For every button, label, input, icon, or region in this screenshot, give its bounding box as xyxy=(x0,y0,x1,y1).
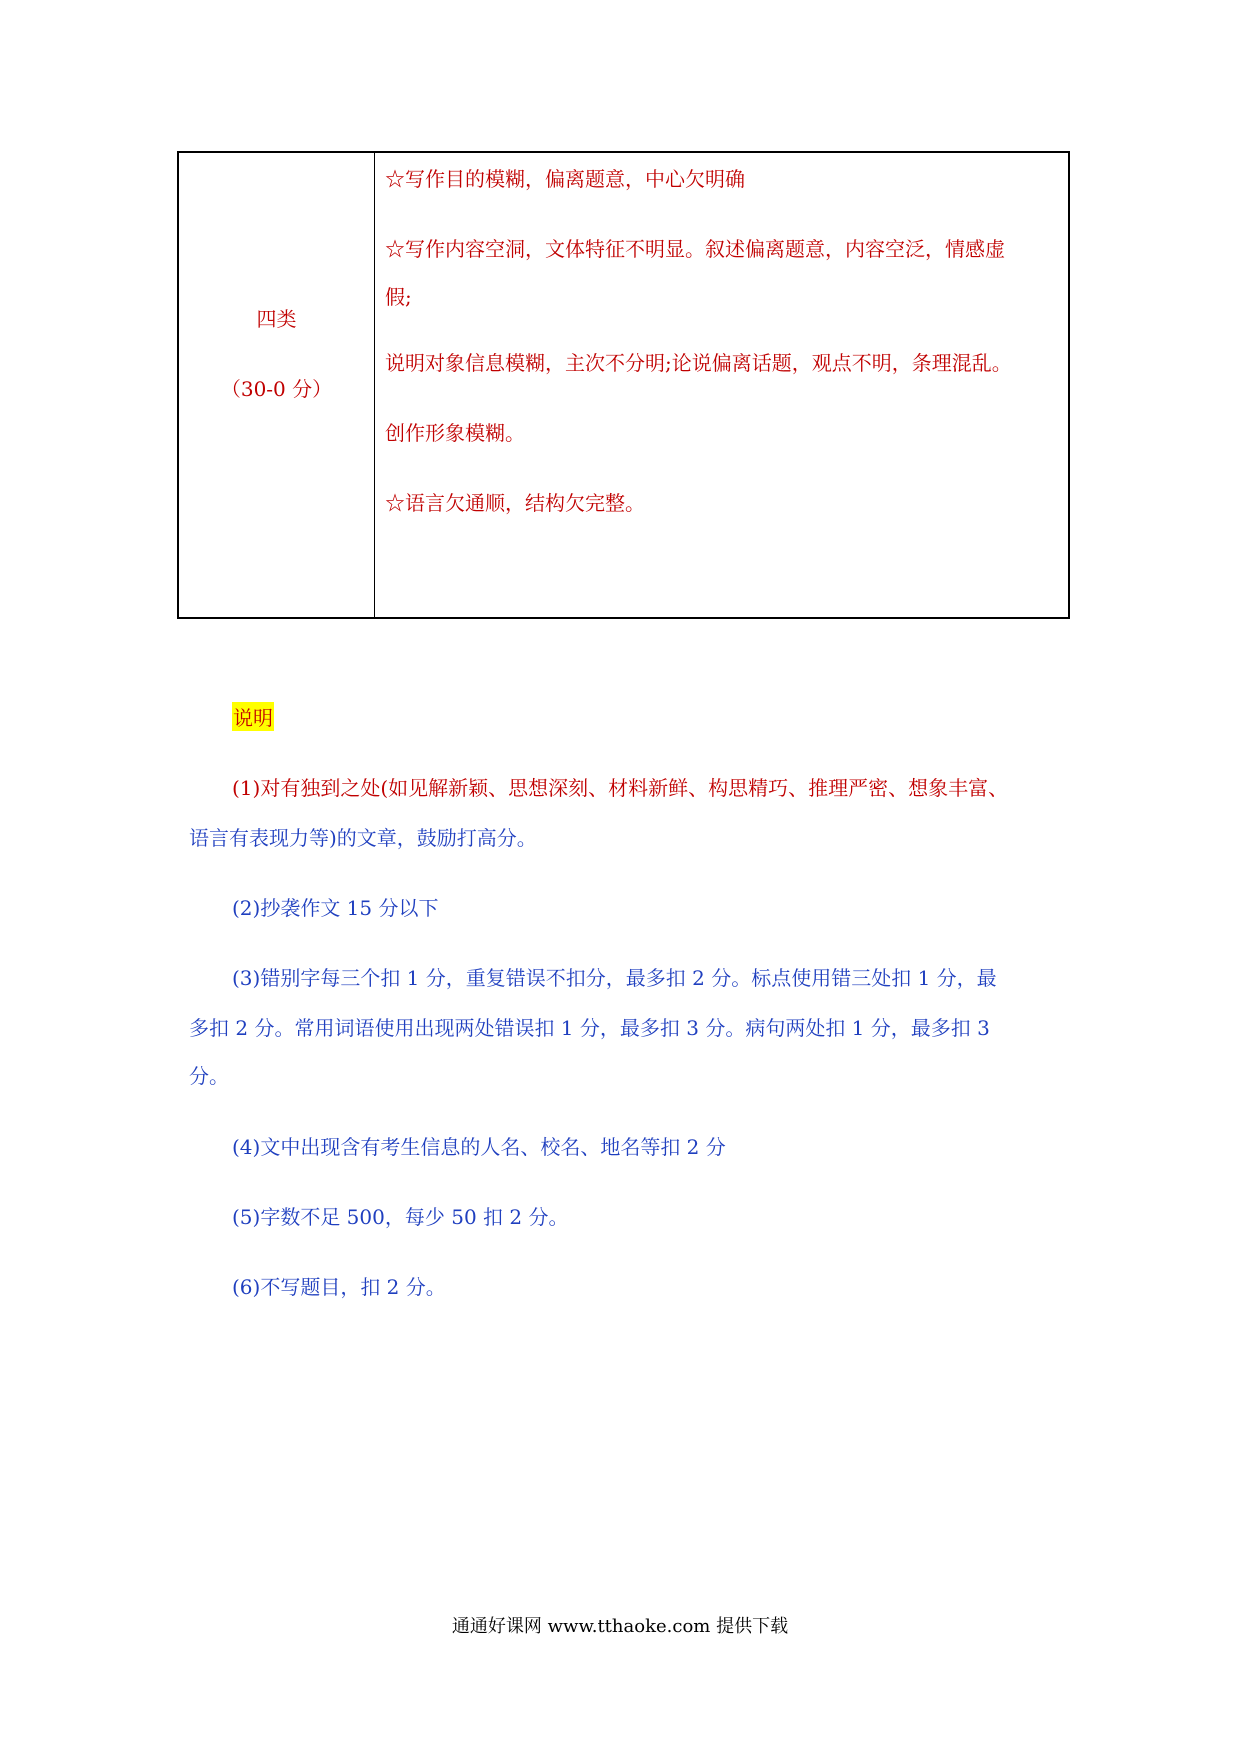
criteria-line: 假; xyxy=(385,285,412,309)
note-item-2: (2)抄袭作文 15 分以下 xyxy=(232,896,439,920)
note-item-3-line-3: 分。 xyxy=(189,1064,229,1088)
note-item-3-line-2: 多扣 2 分。常用词语使用出现两处错误扣 1 分，最多扣 3 分。病句两处扣 1 分，最多扣 3 xyxy=(189,1016,990,1040)
criteria-line: 创作形象模糊。 xyxy=(385,421,525,445)
criteria-line: 说明对象信息模糊，主次不分明;论说偏离话题，观点不明，条理混乱。 xyxy=(385,351,1012,375)
criteria-cell xyxy=(375,153,1068,617)
note-item-1-line-1: (1)对有独到之处(如见解新颖、思想深刻、材料新鲜、构思精巧、推理严密、想象丰富、 xyxy=(232,776,1009,800)
grade-name: 四类 xyxy=(256,307,297,331)
note-item-4: (4)文中出现含有考生信息的人名、校名、地名等扣 2 分 xyxy=(232,1135,726,1159)
note-item-1-line-2: 语言有表现力等)的文章，鼓励打高分。 xyxy=(189,826,537,850)
criteria-line: ☆写作目的模糊，偏离题意，中心欠明确 xyxy=(385,167,745,191)
note-item-3-line-1: (3)错别字每三个扣 1 分，重复错误不扣分，最多扣 2 分。标点使用错三处扣 1 分，最 xyxy=(232,966,997,990)
notes-title: 说明 xyxy=(232,702,274,731)
grading-table xyxy=(177,151,1070,619)
note-item-5: (5)字数不足 500，每少 50 扣 2 分。 xyxy=(232,1205,569,1229)
criteria-line: ☆语言欠通顺，结构欠完整。 xyxy=(385,491,645,515)
page-footer: 通通好课网 www.tthaoke.com 提供下载 xyxy=(451,1616,789,1637)
criteria-line: ☆写作内容空洞，文体特征不明显。叙述偏离题意，内容空泛，情感虚 xyxy=(385,237,1005,261)
grade-cell xyxy=(179,153,375,617)
grade-score-range: （30-0 分） xyxy=(220,377,333,401)
note-item-6: (6)不写题目，扣 2 分。 xyxy=(232,1275,446,1299)
